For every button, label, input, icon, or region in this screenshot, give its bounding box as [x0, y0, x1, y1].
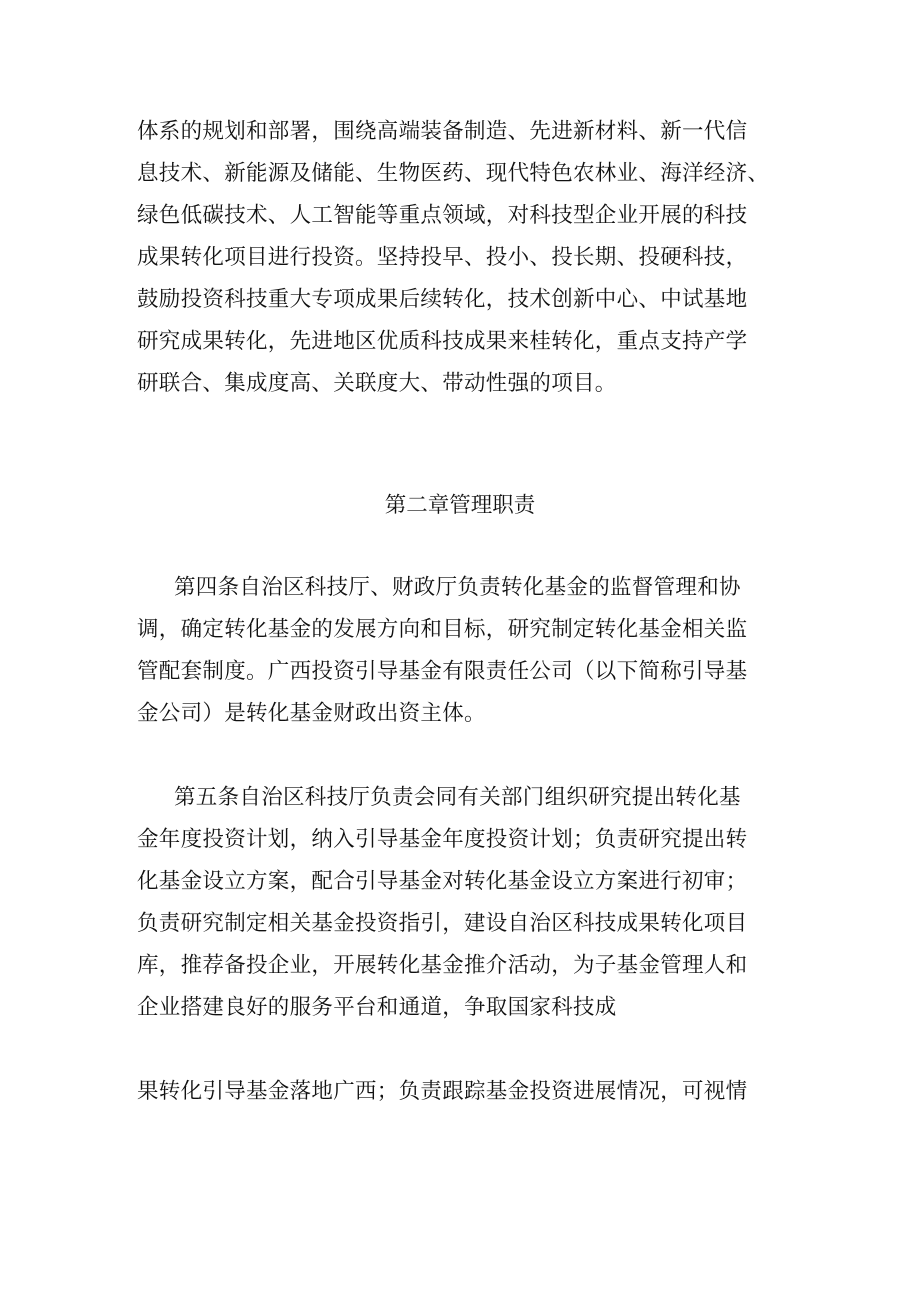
paragraph-2-line-2: 调，确定转化基金的发展方向和目标，研究制定转化基金相关监	[137, 617, 748, 642]
paragraph-1-line-5: 鼓励投资科技重大专项成果后续转化，技术创新中心、中试基地	[137, 287, 748, 312]
paragraph-2-line-4: 金公司）是转化基金财政出资主体。	[137, 701, 486, 726]
paragraph-1-line-2: 息技术、新能源及储能、生物医药、现代特色农林业、海洋经济、	[137, 161, 770, 186]
paragraph-1-line-1: 体系的规划和部署，围绕高端装备制造、先进新材料、新一代信	[137, 119, 748, 144]
paragraph-1-line-4: 成果转化项目进行投资。坚持投早、投小、投长期、投硬科技，	[137, 245, 748, 270]
paragraph-1-line-7: 研联合、集成度高、关联度大、带动性强的项目。	[137, 371, 617, 396]
paragraph-3-line-2: 金年度投资计划，纳入引导基金年度投资计划；负责研究提出转	[137, 827, 748, 852]
paragraph-3-line-5: 库，推荐备投企业，开展转化基金推介活动，为子基金管理人和	[137, 953, 748, 978]
paragraph-1-line-3: 绿色低碳技术、人工智能等重点领域，对科技型企业开展的科技	[137, 203, 748, 228]
paragraph-3-line-4: 负责研究制定相关基金投资指引，建设自治区科技成果转化项目	[137, 911, 748, 936]
paragraph-3-line-6: 企业搭建良好的服务平台和通道，争取国家科技成	[137, 995, 617, 1020]
paragraph-1-line-6: 研究成果转化，先进地区优质科技成果来桂转化，重点支持产学	[137, 329, 748, 354]
paragraph-2-line-3: 管配套制度。广西投资引导基金有限责任公司（以下简称引导基	[137, 659, 748, 684]
chapter-heading: 第二章管理职责	[384, 493, 536, 518]
paragraph-3-line-1: 第五条自治区科技厅负责会同有关部门组织研究提出转化基	[174, 785, 741, 810]
paragraph-3-line-3: 化基金设立方案，配合引导基金对转化基金设立方案进行初审；	[137, 869, 748, 894]
paragraph-2-line-1: 第四条自治区科技厅、财政厅负责转化基金的监督管理和协	[174, 575, 741, 600]
paragraph-4-line-1: 果转化引导基金落地广西；负责跟踪基金投资进展情况，可视情	[137, 1079, 748, 1104]
